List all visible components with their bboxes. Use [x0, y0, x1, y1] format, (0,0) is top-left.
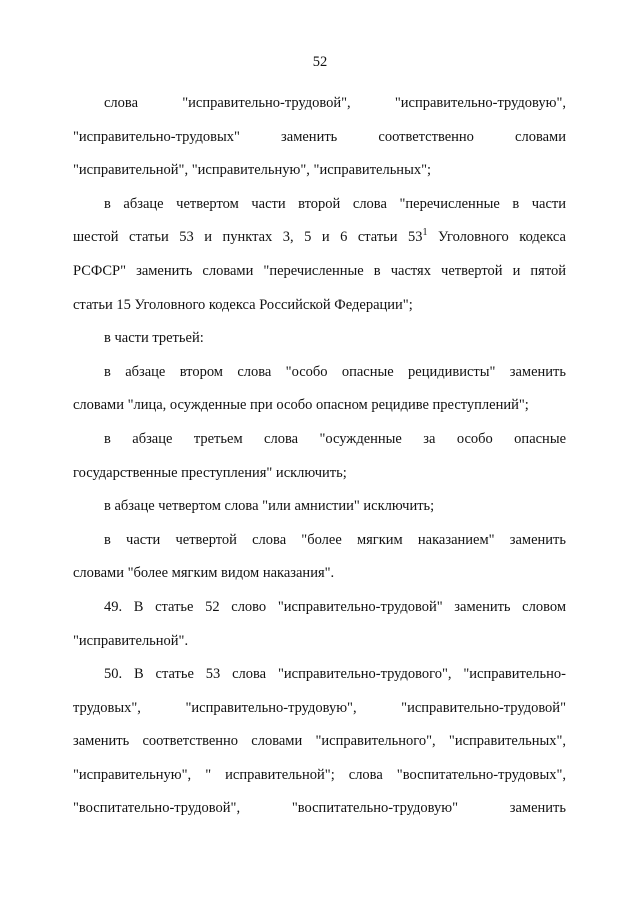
text-line: [73, 389, 566, 423]
text-line: [73, 356, 566, 390]
text-line-content: в абзаце четвертом слова "или амнистии" исключить;: [104, 498, 435, 515]
text-line: [73, 457, 566, 491]
text-line-content: "исправительную", " исправительной"; слова "воспитательно-трудовых",: [73, 766, 566, 783]
text-line-content: трудовых", "исправительно-трудовую", "исправительно-трудовой": [73, 699, 566, 716]
text-line: [73, 792, 566, 826]
text-line-content: "исправительно-трудовых" заменить соответственно словами: [73, 128, 566, 145]
text-line-content: в абзаце четвертом части второй слова "перечисленные в части: [104, 195, 566, 212]
page-number: 52: [312, 54, 328, 70]
text-line-tail: Уголовного кодекса: [427, 229, 566, 246]
text-line-content: в части четвертой слова "более мягким наказанием" заменить: [104, 531, 566, 548]
text-line-content: 50. В статье 53 слова "исправительно-трудового", "исправительно-: [104, 666, 566, 683]
text-line-content: в абзаце третьем слова "осужденные за особо опасные: [104, 430, 566, 447]
text-line: [73, 591, 566, 625]
text-line-content: государственные преступления" исключить;: [73, 464, 347, 481]
text-line-content: РСФСР" заменить словами "перечисленные в частях четвертой и пятой: [73, 262, 566, 279]
text-line: [73, 625, 566, 659]
text-line: [73, 759, 566, 793]
text-line: [73, 188, 566, 222]
text-line: [73, 557, 566, 591]
text-line-content: в части третьей:: [104, 330, 204, 347]
document-body: [73, 87, 566, 826]
text-line-content: статьи 15 Уголовного кодекса Российской Федерации";: [73, 296, 413, 313]
superscript: 1: [422, 227, 428, 239]
text-line-content: шестой статьи 53 и пунктах 3, 5 и 6 статьи 53: [73, 229, 423, 246]
text-line: [73, 658, 566, 692]
text-line: [73, 524, 566, 558]
text-line: [73, 322, 566, 356]
text-line-content: "исправительной".: [73, 632, 189, 649]
text-line: [73, 255, 566, 289]
text-line: [73, 423, 566, 457]
text-line: [73, 221, 566, 255]
text-line: [73, 725, 566, 759]
text-line-content: в абзаце втором слова "особо опасные рецидивисты" заменить: [104, 363, 566, 380]
text-line-content: "исправительной", "исправительную", "исправительных";: [73, 162, 432, 179]
text-line-content: 49. В статье 52 слово "исправительно-трудовой" заменить словом: [104, 598, 566, 615]
text-line: [73, 154, 566, 188]
text-line-content: "воспитательно-трудовой", "воспитательно-трудовую" заменить: [73, 800, 566, 817]
text-line: [73, 289, 566, 323]
text-line: [73, 121, 566, 155]
text-line-content: словами "лица, осужденные при особо опасном рецидиве преступлений";: [73, 397, 529, 414]
text-line-content: слова "исправительно-трудовой", "исправительно-трудовую",: [104, 95, 566, 111]
text-line: [73, 87, 566, 121]
text-line-content: словами "более мягким видом наказания".: [73, 565, 335, 582]
text-line-content: заменить соответственно словами "исправительного", "исправительных",: [73, 733, 566, 750]
text-line: [73, 490, 566, 524]
text-line: [73, 692, 566, 726]
